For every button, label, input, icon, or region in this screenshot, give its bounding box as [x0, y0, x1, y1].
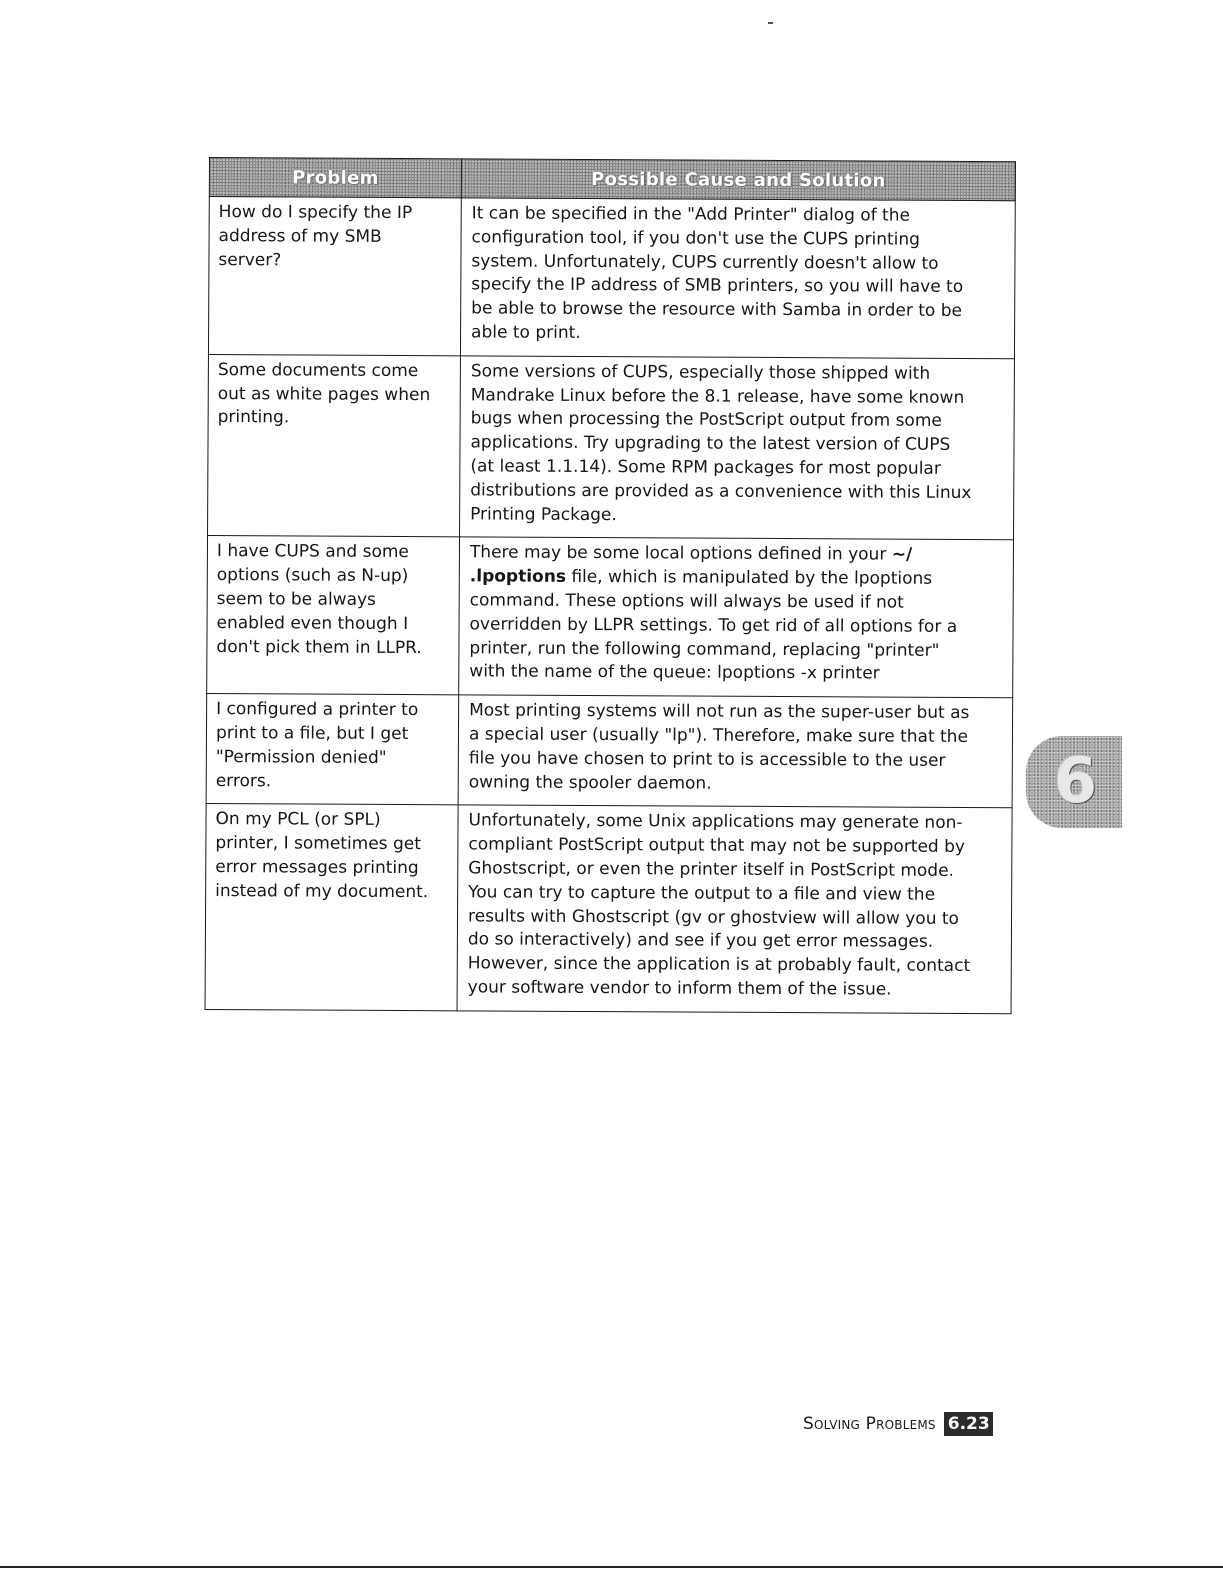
chapter-number: 6 — [1054, 744, 1098, 817]
chapter-tab — [1026, 736, 1122, 828]
problem-cell: Some documents come out as white pages when printing. — [208, 354, 461, 537]
lpoptions-filename: .lpoptions — [469, 566, 567, 588]
table-row — [208, 354, 1015, 540]
table-row — [206, 694, 1013, 808]
table-row — [205, 804, 1012, 1014]
solution-text: file, which is manipulated by the lpoptions command. These options will always be used if not overridden by LLPR settings. To get rid of all options for a printer, run the following command, replacing "printer" with the name of the queue: lpoptions -x printer — [469, 567, 958, 684]
table-row — [208, 197, 1015, 359]
solution-cell: Most printing systems will not run as the super-user but as a special user (usually "lp"). Therefore, make sure that the file you have chosen to print to is accessible to the user owning the spooler daemon. — [458, 695, 1013, 808]
solution-cell — [459, 537, 1014, 698]
problem-cell: I configured a printer to print to a file, but I get "Permission denied" errors. — [206, 694, 459, 806]
solution-text: There may be some local options defined in your — [469, 542, 892, 565]
solution-cell: It can be specified in the "Add Printer" dialog of the configuration tool, if you don't use the CUPS printing system. Unfortunately, CUPS currently doesn't allow to specify the IP address of SMB printers, so you will have to be able to browse the resource with Samba in order to be able to print. — [460, 198, 1015, 359]
page-speck — [768, 22, 773, 24]
problem-cell: I have CUPS and some options (such as N-up) seem to be always enabled even though I don't pick them in LLPR. — [207, 536, 460, 695]
table-row — [207, 536, 1014, 698]
solution-cell: Some versions of CUPS, especially those shipped with Mandrake Linux before the 8.1 release, have some known bugs when processing the PostScript output from some applications. Try upgrading to the latest version of CUPS (at least 1.1.14). Some RPM packages for most popular distributions are provided as a convenience with this Linux Printing Package. — [460, 356, 1015, 540]
header-solution: Possible Cause and Solution — [461, 159, 1015, 201]
header-problem: Problem — [209, 158, 461, 198]
table-header-row — [209, 158, 1015, 201]
solution-cell: Unfortunately, some Unix applications may generate non- compliant PostScript output that may not be supported by Ghostscript, or even the printer itself in PostScript mode. You can try to capture the output to a file and view the results with Ghostscript (gv or ghostview will allow you to do so interactively) and see if you get error messages. However, since the application is at probably fault, contact your software vendor to inform them of the issue. — [457, 805, 1012, 1013]
troubleshooting-table — [205, 157, 1016, 1014]
footer-page-number: 6.23 — [944, 1412, 993, 1436]
home-path-text: ~/ — [891, 544, 913, 566]
page-bottom-rule — [0, 1566, 1223, 1568]
page-footer — [803, 1410, 993, 1438]
problem-cell: On my PCL (or SPL) printer, I sometimes get error messages printing instead of my document. — [205, 804, 458, 1011]
problem-cell: How do I specify the IP address of my SMB server? — [208, 197, 461, 356]
footer-section-title: Solving Problems — [803, 1414, 936, 1434]
